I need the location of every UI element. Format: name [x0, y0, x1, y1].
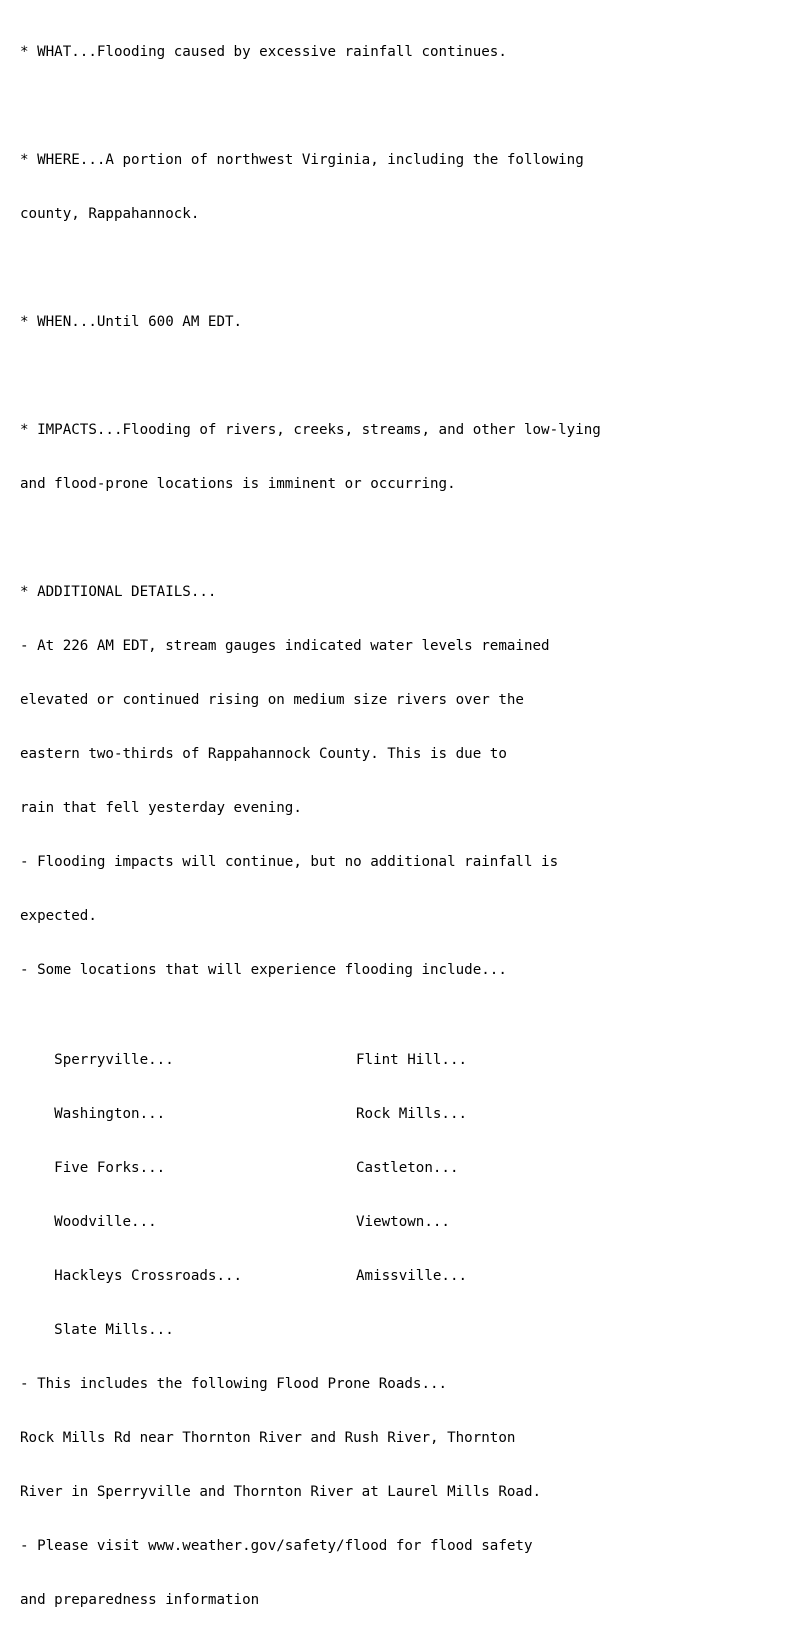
detail-4-line-2: Rock Mills Rd near Thornton River and Rush River, Thornton [20, 1430, 516, 1446]
detail-1-line-2: elevated or continued rising on medium size rivers over the [20, 692, 524, 708]
blank-line [20, 529, 601, 547]
location-left: Washington... [54, 1106, 166, 1122]
flood-warning-text [20, 7, 601, 1627]
detail-1-line-4: rain that fell yesterday evening. [20, 800, 302, 816]
blank-line [20, 97, 601, 115]
location-row [20, 1087, 601, 1122]
detail-1-line-3: eastern two-thirds of Rappahannock County. This is due to [20, 746, 507, 762]
when-line: * WHEN...Until 600 AM EDT. [20, 314, 243, 330]
location-right: Castleton... [356, 1160, 459, 1176]
location-row [20, 1033, 601, 1068]
location-left: Five Forks... [54, 1160, 166, 1176]
location-left: Sperryville... [54, 1052, 174, 1068]
where-line-2: county, Rappahannock. [20, 206, 200, 222]
detail-4-line-3: River in Sperryville and Thornton River at Laurel Mills Road. [20, 1484, 542, 1500]
location-right: Viewtown... [356, 1214, 450, 1230]
location-left: Hackleys Crossroads... [54, 1268, 243, 1284]
impacts-line-1: * IMPACTS...Flooding of rivers, creeks, streams, and other low-lying [20, 422, 601, 438]
details-heading: * ADDITIONAL DETAILS... [20, 584, 217, 600]
location-right: Rock Mills... [356, 1106, 468, 1122]
detail-3-line-1: - Some locations that will experience flooding include... [20, 962, 507, 978]
location-left: Woodville... [54, 1214, 157, 1230]
what-line: * WHAT...Flooding caused by excessive rainfall continues. [20, 44, 507, 60]
location-row [20, 1141, 601, 1176]
where-line-1: * WHERE...A portion of northwest Virginia, including the following [20, 152, 584, 168]
location-right: Flint Hill... [356, 1052, 468, 1068]
blank-line [20, 259, 601, 277]
detail-5-line-1: - Please visit www.weather.gov/safety/flood for flood safety [20, 1538, 533, 1554]
location-row [20, 1303, 601, 1338]
location-right: Amissville... [356, 1268, 468, 1284]
detail-2-line-1: - Flooding impacts will continue, but no additional rainfall is [20, 854, 559, 870]
location-left: Slate Mills... [54, 1322, 174, 1338]
impacts-line-2: and flood-prone locations is imminent or occurring. [20, 476, 456, 492]
detail-4-line-1: - This includes the following Flood Prone Roads... [20, 1376, 448, 1392]
location-row [20, 1195, 601, 1230]
detail-1-line-1: - At 226 AM EDT, stream gauges indicated water levels remained [20, 638, 550, 654]
detail-2-line-2: expected. [20, 908, 97, 924]
blank-line [20, 367, 601, 385]
location-row [20, 1249, 601, 1284]
detail-5-line-2: and preparedness information [20, 1592, 260, 1608]
